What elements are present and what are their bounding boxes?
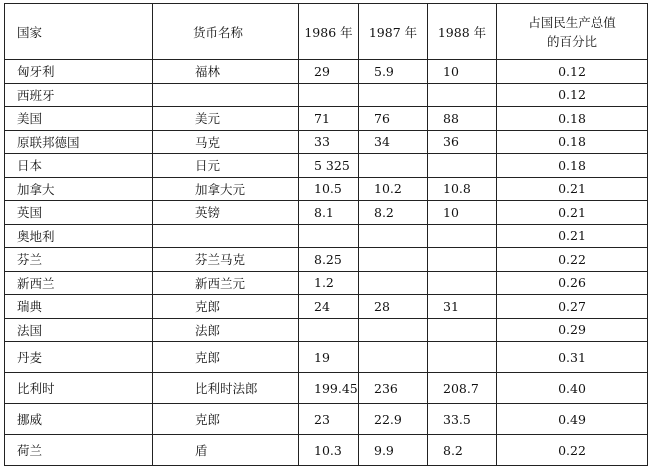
cell-currency: 新西兰元 xyxy=(153,271,299,295)
cell-currency: 英镑 xyxy=(153,201,299,225)
cell-1986: 71 xyxy=(299,107,359,131)
cell-1987: 34 xyxy=(359,130,428,154)
cell-country: 芬兰 xyxy=(5,248,153,272)
cell-1987: 8.2 xyxy=(359,201,428,225)
table-row xyxy=(5,373,648,404)
cell-gnp-percent: 0.18 xyxy=(497,107,648,131)
cell-1988 xyxy=(428,224,497,248)
cell-1988: 88 xyxy=(428,107,497,131)
cell-1988 xyxy=(428,248,497,272)
cell-1987 xyxy=(359,224,428,248)
cell-1987: 76 xyxy=(359,107,428,131)
cell-currency: 日元 xyxy=(153,154,299,178)
cell-1987 xyxy=(359,318,428,342)
cell-1988: 10 xyxy=(428,60,497,84)
cell-gnp-percent: 0.21 xyxy=(497,177,648,201)
cell-1986: 8.1 xyxy=(299,201,359,225)
header-gnp-percent-line1: 占国民生产总值 xyxy=(528,14,616,30)
table-wrapper xyxy=(4,3,648,466)
currency-aid-table xyxy=(4,3,648,466)
cell-1988 xyxy=(428,342,497,373)
header-country: 国家 xyxy=(5,4,153,60)
cell-1988: 10 xyxy=(428,201,497,225)
cell-country: 新西兰 xyxy=(5,271,153,295)
cell-1988 xyxy=(428,318,497,342)
cell-1986: 23 xyxy=(299,404,359,435)
table-row xyxy=(5,295,648,319)
cell-1987: 10.2 xyxy=(359,177,428,201)
cell-country: 瑞典 xyxy=(5,295,153,319)
cell-gnp-percent: 0.21 xyxy=(497,201,648,225)
table-row xyxy=(5,404,648,435)
cell-1988: 8.2 xyxy=(428,435,497,466)
cell-1986: 10.5 xyxy=(299,177,359,201)
cell-country: 加拿大 xyxy=(5,177,153,201)
cell-currency xyxy=(153,83,299,107)
table-row xyxy=(5,83,648,107)
cell-currency: 克郎 xyxy=(153,404,299,435)
cell-1986 xyxy=(299,318,359,342)
cell-1986 xyxy=(299,224,359,248)
table-body xyxy=(5,60,648,466)
table-row xyxy=(5,107,648,131)
cell-currency: 盾 xyxy=(153,435,299,466)
cell-country: 美国 xyxy=(5,107,153,131)
cell-country: 比利时 xyxy=(5,373,153,404)
cell-gnp-percent: 0.40 xyxy=(497,373,648,404)
cell-country: 匈牙利 xyxy=(5,60,153,84)
cell-1986 xyxy=(299,83,359,107)
table-row xyxy=(5,224,648,248)
cell-currency: 马克 xyxy=(153,130,299,154)
cell-1987 xyxy=(359,342,428,373)
cell-1986: 1.2 xyxy=(299,271,359,295)
cell-gnp-percent: 0.26 xyxy=(497,271,648,295)
cell-gnp-percent: 0.49 xyxy=(497,404,648,435)
header-gnp-percent xyxy=(497,4,648,60)
cell-1987 xyxy=(359,154,428,178)
table-row xyxy=(5,271,648,295)
cell-currency: 比利时法郎 xyxy=(153,373,299,404)
cell-currency: 加拿大元 xyxy=(153,177,299,201)
cell-1987 xyxy=(359,83,428,107)
table-row xyxy=(5,177,648,201)
cell-country: 奥地利 xyxy=(5,224,153,248)
cell-1987: 236 xyxy=(359,373,428,404)
cell-gnp-percent: 0.12 xyxy=(497,83,648,107)
cell-1986: 10.3 xyxy=(299,435,359,466)
cell-1987 xyxy=(359,248,428,272)
cell-1988: 31 xyxy=(428,295,497,319)
cell-country: 西班牙 xyxy=(5,83,153,107)
cell-1986: 8.25 xyxy=(299,248,359,272)
cell-gnp-percent: 0.18 xyxy=(497,154,648,178)
cell-gnp-percent: 0.22 xyxy=(497,435,648,466)
table-row xyxy=(5,154,648,178)
cell-country: 丹麦 xyxy=(5,342,153,373)
cell-1986: 199.45 xyxy=(299,373,359,404)
cell-1986: 5 325 xyxy=(299,154,359,178)
cell-country: 日本 xyxy=(5,154,153,178)
cell-gnp-percent: 0.22 xyxy=(497,248,648,272)
cell-currency: 美元 xyxy=(153,107,299,131)
table-row xyxy=(5,201,648,225)
cell-1987: 5.9 xyxy=(359,60,428,84)
cell-1988 xyxy=(428,154,497,178)
cell-currency: 芬兰马克 xyxy=(153,248,299,272)
header-1988: 1988 年 xyxy=(428,4,497,60)
cell-currency xyxy=(153,224,299,248)
header-1986: 1986 年 xyxy=(299,4,359,60)
table-row xyxy=(5,435,648,466)
cell-1988 xyxy=(428,271,497,295)
cell-country: 原联邦德国 xyxy=(5,130,153,154)
cell-1988: 36 xyxy=(428,130,497,154)
header-row xyxy=(5,4,648,60)
cell-1988: 33.5 xyxy=(428,404,497,435)
cell-country: 挪威 xyxy=(5,404,153,435)
cell-country: 英国 xyxy=(5,201,153,225)
cell-1988: 208.7 xyxy=(428,373,497,404)
cell-gnp-percent: 0.29 xyxy=(497,318,648,342)
header-currency: 货币名称 xyxy=(153,4,299,60)
cell-gnp-percent: 0.12 xyxy=(497,60,648,84)
cell-currency: 克郎 xyxy=(153,342,299,373)
table-row xyxy=(5,318,648,342)
cell-1987: 9.9 xyxy=(359,435,428,466)
table-row xyxy=(5,60,648,84)
cell-currency: 法郎 xyxy=(153,318,299,342)
cell-1986: 24 xyxy=(299,295,359,319)
cell-currency: 福林 xyxy=(153,60,299,84)
cell-1988 xyxy=(428,83,497,107)
cell-country: 荷兰 xyxy=(5,435,153,466)
cell-gnp-percent: 0.21 xyxy=(497,224,648,248)
cell-country: 法国 xyxy=(5,318,153,342)
cell-1987 xyxy=(359,271,428,295)
cell-1986: 33 xyxy=(299,130,359,154)
cell-gnp-percent: 0.18 xyxy=(497,130,648,154)
header-1987: 1987 年 xyxy=(359,4,428,60)
header-gnp-percent-line2: 的百分比 xyxy=(546,33,597,49)
cell-gnp-percent: 0.31 xyxy=(497,342,648,373)
cell-1987: 22.9 xyxy=(359,404,428,435)
cell-1988: 10.8 xyxy=(428,177,497,201)
table-row xyxy=(5,130,648,154)
table-row xyxy=(5,248,648,272)
cell-currency: 克郎 xyxy=(153,295,299,319)
cell-1986: 19 xyxy=(299,342,359,373)
cell-1987: 28 xyxy=(359,295,428,319)
cell-1986: 29 xyxy=(299,60,359,84)
table-row xyxy=(5,342,648,373)
cell-gnp-percent: 0.27 xyxy=(497,295,648,319)
